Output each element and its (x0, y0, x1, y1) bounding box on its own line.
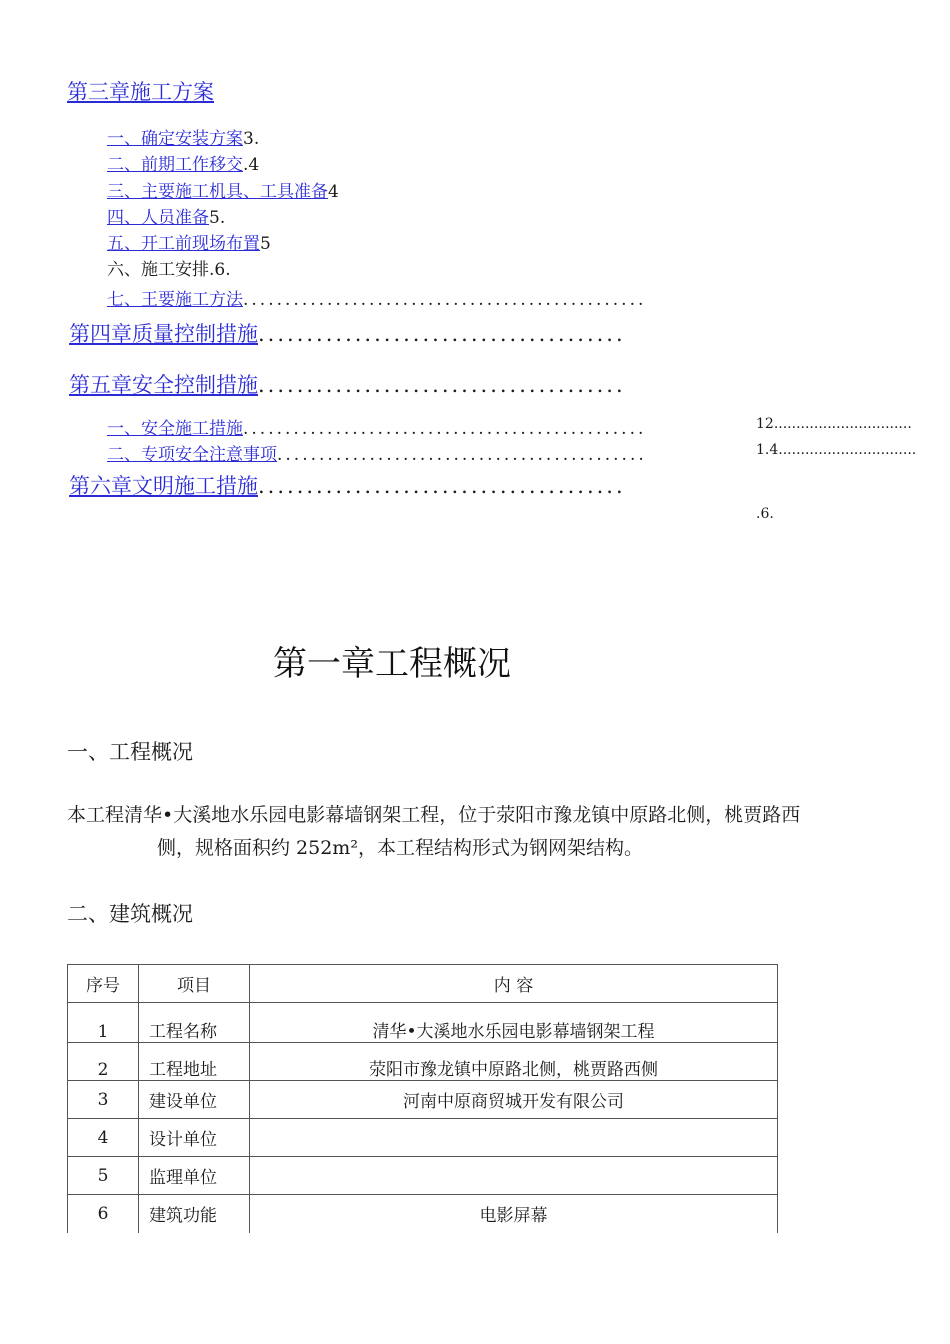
toc-item-link[interactable]: 四、人员准备 (107, 208, 209, 228)
toc-item-link[interactable]: 二、前期工作移交 (107, 155, 243, 175)
toc-chapter-6 (69, 470, 626, 500)
table-row (68, 1043, 778, 1081)
section-heading: 一、工程概况 (67, 740, 193, 764)
toc-page-number: 3. (243, 129, 260, 149)
table-cell: 监理单位 (139, 1157, 250, 1195)
table-cell: 河南中原商贸城开发有限公司 (250, 1081, 778, 1119)
table-cell: 3 (68, 1081, 139, 1119)
table-cell: 设计单位 (139, 1119, 250, 1157)
toc-page-number: 12............................... (756, 416, 912, 432)
toc-item (107, 177, 339, 202)
toc-page-number: 1.4............................... (756, 442, 917, 458)
table-cell: 建筑功能 (139, 1195, 250, 1233)
toc-item-link[interactable]: 一、安全施工措施 (107, 419, 243, 439)
table-row (68, 1195, 778, 1233)
toc-item (107, 285, 646, 310)
toc-chapter-5 (69, 369, 626, 399)
toc-page-number: .4 (243, 155, 260, 175)
toc-page-number: 5. (209, 208, 226, 228)
table-row (68, 1003, 778, 1043)
table-row (68, 1081, 778, 1119)
table-header-cell: 项目 (139, 965, 250, 1003)
table-cell: 2 (68, 1043, 139, 1081)
table-header-cell: 内 容 (250, 965, 778, 1003)
toc-leader-dots: ...................................... (258, 474, 626, 498)
table-cell (250, 1119, 778, 1157)
toc-item-link[interactable]: 五、开工前现场布置 (107, 234, 260, 254)
toc-chapter-5-link[interactable]: 第五章安全控制措施 (69, 373, 258, 397)
toc-chapter-4 (69, 318, 626, 348)
toc-page-number: 5 (260, 234, 271, 254)
table-header-cell: 序号 (68, 965, 139, 1003)
toc-item (107, 229, 271, 254)
table-header-row (68, 965, 778, 1003)
toc-leader-dots: ............................................ (277, 445, 647, 465)
section-heading: 二、建筑概况 (67, 902, 193, 926)
table-row (68, 1157, 778, 1195)
table-cell: 工程名称 (139, 1003, 250, 1043)
toc-leader-dots: ...................................... (258, 373, 626, 397)
table-row (68, 1119, 778, 1157)
toc-item (107, 414, 646, 439)
toc-chapter-3-link[interactable]: 第三章施工方案 (67, 80, 214, 104)
toc-item (107, 124, 259, 149)
toc-leader-dots: ................................................ (243, 419, 647, 439)
toc-item (107, 440, 647, 465)
table-cell: 5 (68, 1157, 139, 1195)
building-info-table (67, 964, 778, 1233)
toc-item-link[interactable]: 三、主要施工机具、工具准备 (107, 182, 328, 202)
paragraph-line: 本工程清华•大溪地水乐园电影幕墙钢架工程，位于荥阳市豫龙镇中原路北侧，桃贾路西 (67, 804, 801, 826)
toc-page-number: 4 (328, 182, 339, 202)
table-cell: 荥阳市豫龙镇中原路北侧，桃贾路西侧 (250, 1043, 778, 1081)
paragraph-line: 侧，规格面积约 252m²，本工程结构形式为钢网架结构。 (157, 837, 643, 859)
toc-page-number: .6. (756, 506, 774, 522)
toc-item-link[interactable]: 二、专项安全注意事项 (107, 445, 277, 465)
table-cell: 工程地址 (139, 1043, 250, 1081)
toc-item (107, 150, 259, 175)
chapter-title: 第一章工程概况 (273, 644, 511, 684)
toc-item-label: 六、施工安排 (107, 260, 209, 280)
toc-item (107, 203, 225, 228)
toc-chapter-6-link[interactable]: 第六章文明施工措施 (69, 474, 258, 498)
table-cell: 清华•大溪地水乐园电影幕墙钢架工程 (250, 1003, 778, 1043)
toc-page-number: .6. (209, 260, 231, 280)
toc-leader-dots: ...................................... (258, 322, 626, 346)
toc-leader-dots: ................................................ (243, 290, 647, 310)
table-cell: 建设单位 (139, 1081, 250, 1119)
toc-item-link[interactable]: 七、王要施工方法 (107, 290, 243, 310)
table-cell (250, 1157, 778, 1195)
table-cell: 1 (68, 1003, 139, 1043)
table-cell: 4 (68, 1119, 139, 1157)
table-cell: 6 (68, 1195, 139, 1233)
table-cell: 电影屏幕 (250, 1195, 778, 1233)
toc-chapter-4-link[interactable]: 第四章质量控制措施 (69, 322, 258, 346)
toc-item-link[interactable]: 一、确定安装方案 (107, 129, 243, 149)
toc-item (107, 255, 231, 280)
